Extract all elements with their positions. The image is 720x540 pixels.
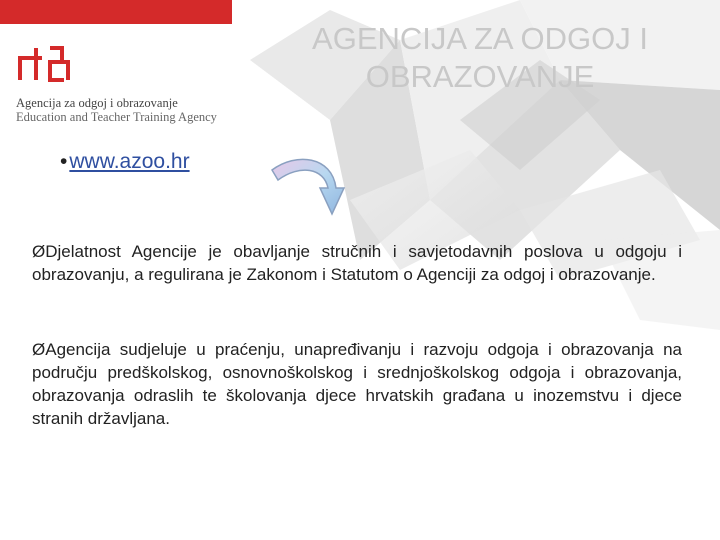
page-title: AGENCIJA ZA ODGOJ I OBRAZOVANJE xyxy=(312,21,648,94)
agency-logo xyxy=(16,44,217,124)
website-link[interactable]: www.azoo.hr xyxy=(69,150,190,173)
curved-arrow-icon xyxy=(266,148,350,222)
azoo-logo-icon xyxy=(16,44,74,82)
website-link-row xyxy=(60,150,190,174)
paragraph-participation xyxy=(32,338,682,430)
arrow-bullet-icon: Ø xyxy=(32,340,46,359)
bullet: • xyxy=(60,150,68,173)
paragraph-activity xyxy=(32,240,682,286)
arrow-bullet-icon: Ø xyxy=(32,242,46,261)
agency-name-en: Education and Teacher Training Agency xyxy=(16,110,217,124)
paragraph-text: Djelatnost Agencije je obavljanje stručnih i savjetodavnih poslova u odgoju i obrazovanju, a regulirana je Zakonom i Statutom o Agenciji za odgoj i obrazovanje. xyxy=(32,242,682,284)
brand-bar xyxy=(0,0,232,24)
agency-name-hr: Agencija za odgoj i obrazovanje xyxy=(16,96,178,110)
paragraph-text: Agencija sudjeluje u praćenju, unapređivanju i razvoju odgoja i obrazovanja na području predškolskog, osnovnoškolskog i srednjoškolskog odgoja i obrazovanja, obrazovanja odraslih te školovanja djece hrvatskih građana u inozemstvu i djece stranih državljana. xyxy=(32,340,682,428)
